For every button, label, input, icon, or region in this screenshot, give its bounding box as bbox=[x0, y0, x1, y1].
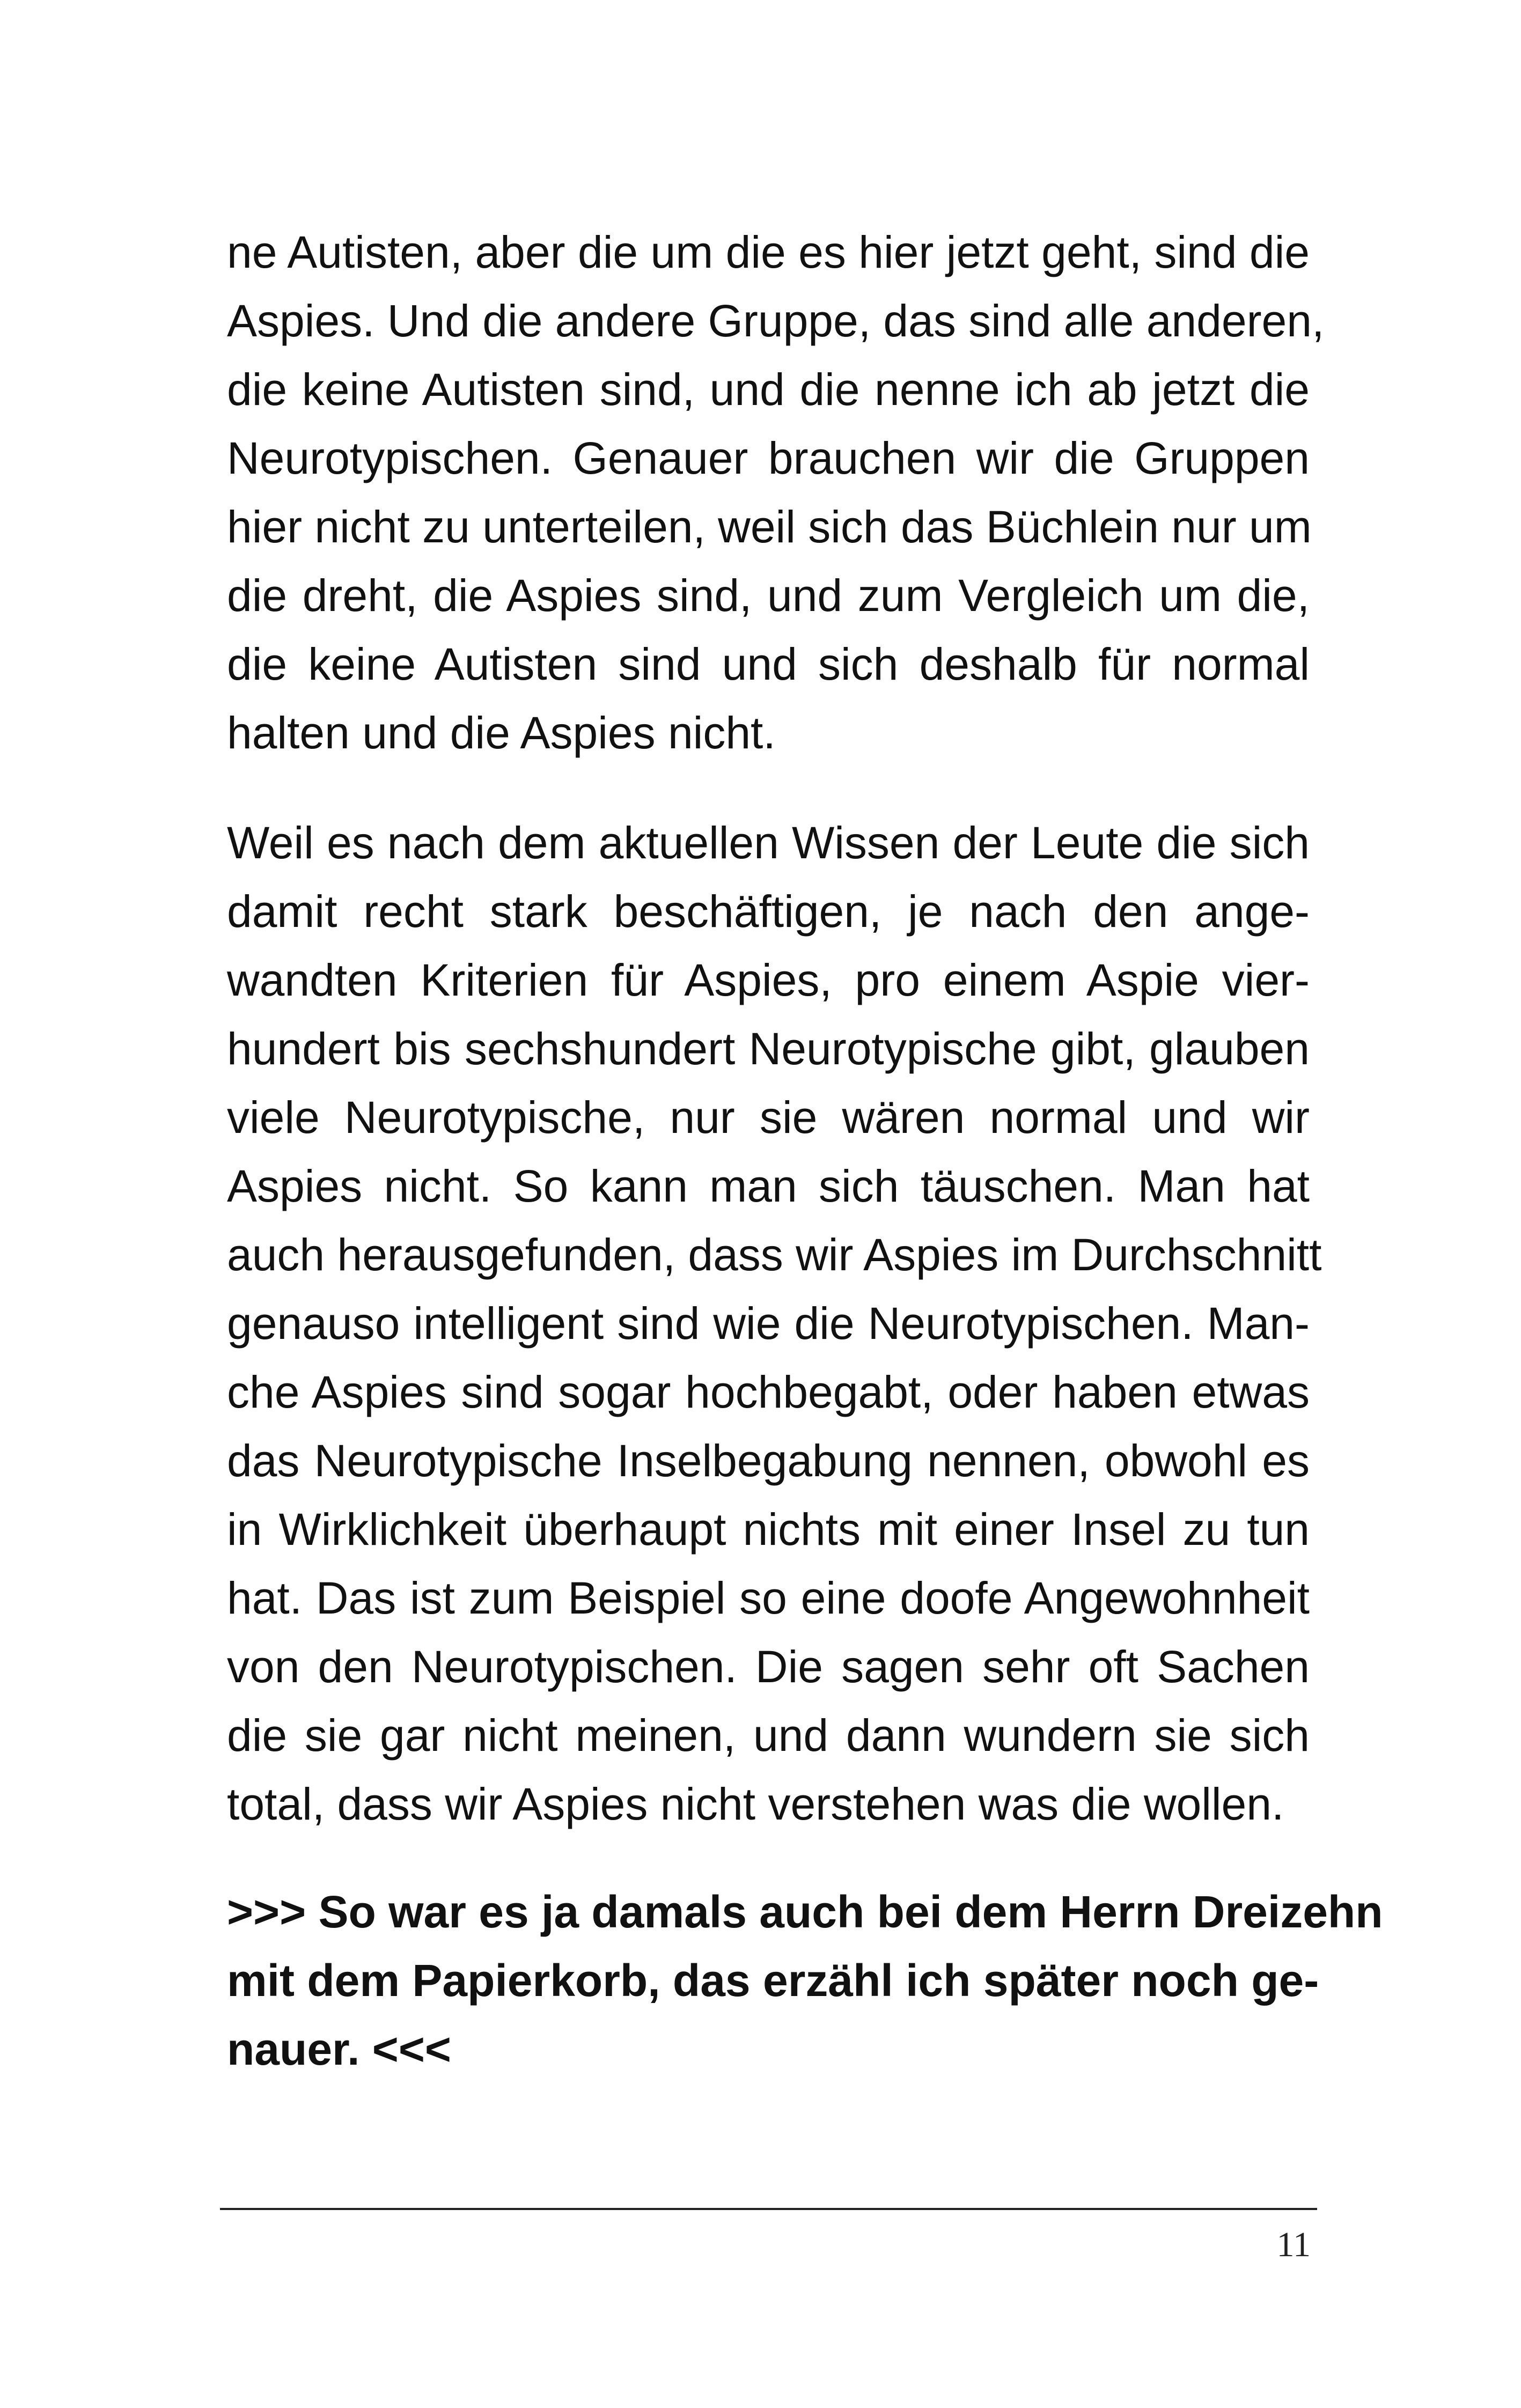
text-line: Neurotypischen. Genauer brauchen wir die Gruppen bbox=[227, 433, 1310, 483]
text-line: mit dem Papierkorb, das erzähl ich später noch ge- bbox=[227, 1955, 1319, 2006]
bold-note-paragraph bbox=[227, 1877, 1383, 2083]
text-line: ne Autisten, aber die um die es hier jetzt geht, sind die bbox=[227, 227, 1310, 277]
text-line: hundert bis sechshundert Neurotypische gibt, glauben bbox=[227, 1023, 1310, 1074]
text-line: wandten Kriterien für Aspies, pro einem Aspie vier- bbox=[227, 955, 1310, 1005]
text-line: hat. Das ist zum Beispiel so eine doofe Angewohnheit bbox=[227, 1573, 1310, 1623]
footer-divider bbox=[220, 2208, 1317, 2210]
text-line: auch herausgefunden, dass wir Aspies im Durchschnitt bbox=[227, 1229, 1322, 1280]
text-line: in Wirklichkeit überhaupt nichts mit einer Insel zu tun bbox=[227, 1504, 1310, 1555]
text-line: Weil es nach dem aktuellen Wissen der Leute die sich bbox=[227, 818, 1310, 868]
text-line: von den Neurotypischen. Die sagen sehr oft Sachen bbox=[227, 1641, 1310, 1692]
text-line: nauer. <<< bbox=[227, 2024, 451, 2074]
text-line: die sie gar nicht meinen, und dann wundern sie sich bbox=[227, 1710, 1310, 1761]
text-line: halten und die Aspies nicht. bbox=[227, 708, 776, 758]
paragraph-2 bbox=[227, 808, 1322, 1838]
text-line: das Neurotypische Inselbegabung nennen, obwohl es bbox=[227, 1435, 1310, 1486]
text-line: total, dass wir Aspies nicht verstehen was die wollen. bbox=[227, 1779, 1284, 1829]
text-line: genauso intelligent sind wie die Neurotypischen. Man- bbox=[227, 1298, 1310, 1349]
text-line: die dreht, die Aspies sind, und zum Vergleich um die, bbox=[227, 570, 1310, 621]
text-line: Aspies. Und die andere Gruppe, das sind alle anderen, bbox=[227, 296, 1325, 346]
text-line: viele Neurotypische, nur sie wären normal und wir bbox=[227, 1092, 1310, 1143]
paragraph-1 bbox=[227, 218, 1325, 767]
text-line: Aspies nicht. So kann man sich täuschen. Man hat bbox=[227, 1161, 1310, 1211]
page-number: 11 bbox=[1276, 2225, 1311, 2264]
text-line: damit recht stark beschäftigen, je nach den ange- bbox=[227, 886, 1310, 937]
text-line: >>> So war es ja damals auch bei dem Herrn Dreizehn bbox=[227, 1887, 1383, 1937]
text-line: die keine Autisten sind und sich deshalb für normal bbox=[227, 639, 1310, 689]
text-line: die keine Autisten sind, und die nenne ich ab jetzt die bbox=[227, 364, 1310, 415]
text-line: che Aspies sind sogar hochbegabt, oder haben etwas bbox=[227, 1367, 1310, 1417]
text-line: hier nicht zu unterteilen, weil sich das Büchlein nur um bbox=[227, 502, 1312, 552]
